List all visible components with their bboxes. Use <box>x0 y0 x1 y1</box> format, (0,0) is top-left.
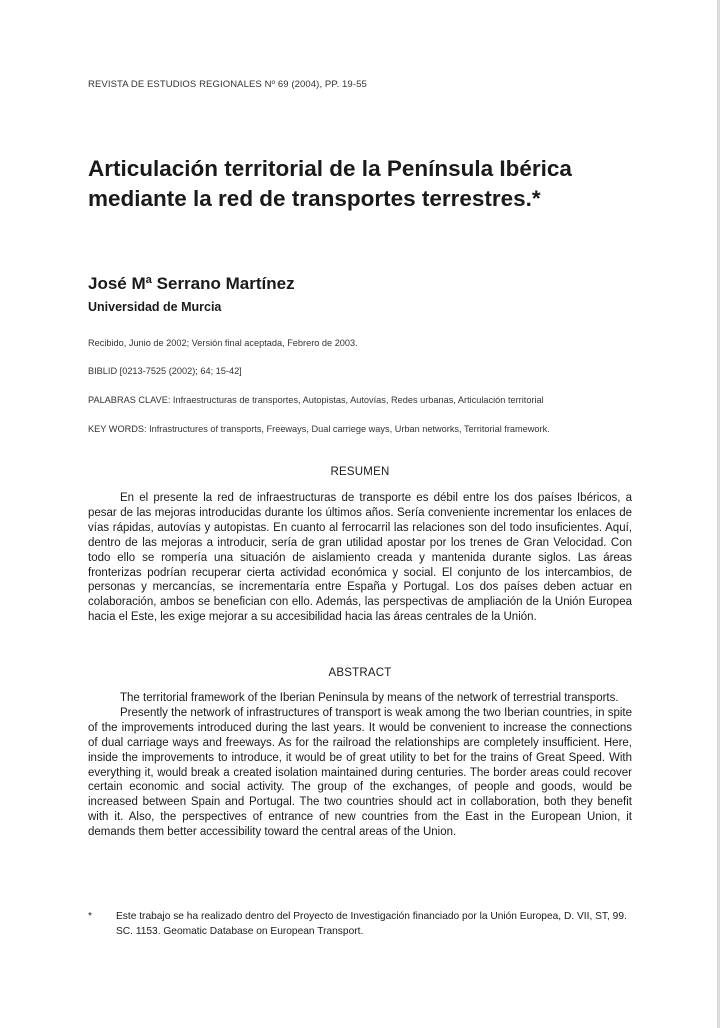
resumen-heading: RESUMEN <box>330 466 390 478</box>
keywords-spanish: PALABRAS CLAVE: Infraestructuras de transportes, Autopistas, Autovías, Redes urbanas, Articulación territorial <box>88 395 544 405</box>
resumen-paragraph: En el presente la red de infraestructuras de transporte es débil entre los dos países Ibéricos, a pesar de las mejoras introducidas durante los últimos años. Sería conveniente incrementar los enlaces de vías rápidas, autovías y autopistas. En cuanto al ferrocarril las relaciones son del todo insuficientes. Aquí, dentro de las mejoras a introducir, sería de gran utilidad apostar por los trenes de Gran Velocidad. Con todo ello se rompería una situación de aislamiento creada y mantenida durante siglos. Las áreas fronterizas podrían recuperar cierta actividad económica y social. El conjunto de los intercambios, de personas y mercancías, se incrementaría entre España y Portugal. Los dos países deben actuar en colaboración, ambos se benefician con ello. Además, las perspectivas de ampliación de la Unión Europea hacia el Este, les exige mejorar a su accesibilidad hacia las áreas centrales de la Unión. <box>88 492 632 624</box>
author-name: José Mª Serrano Martínez <box>88 274 295 293</box>
footnote-text: Este trabajo se ha realizado dentro del Proyecto de Investigación financiado por la Unión Europea, D. VII, ST, 99. SC. 1153. Geomatic Database on European Transport. <box>116 911 627 937</box>
received-dates: Recibido, Junio de 2002; Versión final aceptada, Febrero de 2003. <box>88 338 358 348</box>
abstract-paragraph: Presently the network of infrastructures of transport is weak among the two Iberian countries, in spite of the improvements introduced during the last years. It would be convenient to increase the connections of dual carriage ways and freeways. As for the railroad the relationships are completely insufficient. Here, inside the improvements to introduce, it would be of great utility to bet for the trains of Great Speed. With everything it, would break a created isolation maintained during centuries. The border areas could recover certain economic and social activity. The group of the exchanges, of people and goods, would be increased between Spain and Portugal. The two countries should act in collaboration, both they benefit with it. Also, the perspectives of entrance of new countries from the East in the European Union, it demands them better accessibility toward the central areas of the Union. <box>88 706 632 839</box>
biblid: BIBLID [0213-7525 (2002); 64; 15-42] <box>88 366 242 376</box>
article-title: Articulación territorial de la Península Ibérica mediante la red de transportes terrestres.* <box>88 156 572 211</box>
footnote-mark: * <box>88 911 92 922</box>
abstract-heading: ABSTRACT <box>328 667 392 679</box>
abstract-body <box>88 691 632 840</box>
abstract-paragraph: The territorial framework of the Iberian Peninsula by means of the network of terrestrial transports. <box>120 692 619 704</box>
journal-header: REVISTA DE ESTUDIOS REGIONALES Nº 69 (2004), PP. 19-55 <box>88 79 367 90</box>
keywords-english: KEY WORDS: Infrastructures of transports, Freeways, Dual carriege ways, Urban networks, Territorial framework. <box>88 424 550 434</box>
author-affiliation: Universidad de Murcia <box>88 300 222 314</box>
footnote <box>88 909 632 939</box>
resumen-body <box>88 491 632 625</box>
